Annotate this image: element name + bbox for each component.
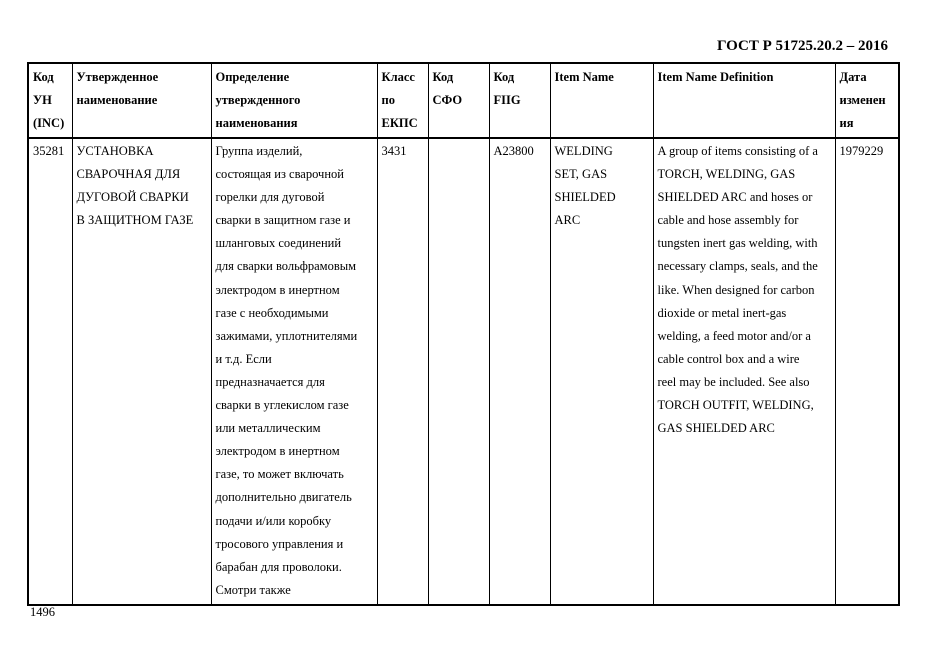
cell-text-line: TORCH, WELDING, GAS [657,167,796,182]
cell-text-line: SHIELDED ARC and hoses or [657,190,813,205]
cell-text-line: cable and hose assembly for [657,213,799,228]
cell-text-line: 3431 [381,144,407,158]
cell-text-line: necessary clamps, seals, and the [657,259,818,274]
cell-text-line: шланговых соединений [215,236,342,251]
cell-text-line: для сварки вольфрамовым [215,259,357,274]
cell-text-line: like. When designed for carbon [657,282,815,297]
cell-text-line: A23800 [493,144,534,158]
cell-text-line: 1979229 [839,144,884,158]
cell-text-line: наименование [76,93,158,107]
table-row [28,138,899,605]
cell-text-line: сварки в углекислом газе [215,398,349,413]
cell-text-line: сварки в защитном газе и [215,213,351,228]
cell-approved-name [72,138,211,605]
cell-text-line: ARC [554,213,581,228]
cell-text-line: Группа изделий, [215,144,303,158]
column-header-definition-ru [211,63,377,138]
cell-text-line: В ЗАЩИТНОМ ГАЗЕ [76,213,194,228]
column-header-approved-name [72,63,211,138]
cell-text-line: ДУГОВОЙ СВАРКИ [76,190,189,205]
column-header-inc [28,63,72,138]
cell-text-line: SET, GAS [554,167,608,182]
cell-text-line: по [381,93,395,107]
cell-fiig [489,138,550,605]
cell-text-line: GAS SHIELDED ARC [657,421,775,436]
cell-text-line: газе с необходимыми [215,305,329,320]
column-header-fiig [489,63,550,138]
cell-text-line: Код [432,70,454,84]
cell-class [377,138,428,605]
document-header-title: ГОСТ Р 51725.20.2 – 2016 [716,38,888,54]
cell-definition-ru [211,138,377,605]
cell-text-line: dioxide or metal inert-gas [657,305,787,320]
column-header-item-name [550,63,653,138]
cell-text-line: или металлическим [215,421,321,436]
cell-text-line: СФО [432,93,463,107]
cell-text-line: изменен [839,93,886,107]
cell-text-line: ЕКПС [381,116,418,130]
cell-text-line: FIIG [493,93,521,107]
cell-text-line: газе, то может включать [215,467,344,482]
cell-text-line: Код [493,70,515,84]
cell-text-line: и т.д. Если [215,351,272,366]
cell-text-line: welding, a feed motor and/or a [657,328,811,343]
cell-text-line: Определение [215,70,290,84]
cell-text-line: УСТАНОВКА [76,144,154,158]
cell-text-line: 35281 [33,144,65,158]
column-header-sfo [428,63,489,138]
cell-text-line: тросового управления и [215,536,344,551]
table-header-row [28,63,899,138]
catalog-table [27,62,900,606]
cell-text-line: Item Name [554,70,614,84]
cell-text-line: УН [33,93,52,107]
cell-text-line: cable control box and a wire [657,351,800,366]
cell-text-line: СВАРОЧНАЯ ДЛЯ [76,167,181,182]
page-number: 1496 [30,605,55,619]
cell-text-line: горелки для дуговой [215,190,325,205]
cell-text-line: электродом в инертном [215,282,340,297]
cell-sfo [428,138,489,605]
cell-text-line: состоящая из сварочной [215,167,344,182]
column-header-class [377,63,428,138]
cell-text-line: подачи и/или коробку [215,513,332,528]
column-header-item-name-definition [653,63,835,138]
cell-item-name [550,138,653,605]
cell-text-line: электродом в инертном [215,444,340,459]
cell-text-line: предназначается для [215,374,325,389]
column-header-date [835,63,899,138]
cell-text-line: ия [839,116,854,130]
cell-text-line: (INC) [33,116,65,130]
cell-text-line: WELDING [554,144,613,158]
cell-text-line: Item Name Definition [657,70,774,84]
cell-text-line: наименования [215,116,298,130]
cell-text-line: tungsten inert gas welding, with [657,236,818,251]
cell-inc [28,138,72,605]
cell-definition-en [653,138,835,605]
cell-text-line: SHIELDED [554,190,616,205]
cell-date [835,138,899,605]
cell-text-line: утвержденного [215,93,301,107]
cell-text-line: TORCH OUTFIT, WELDING, [657,398,814,413]
cell-text-line: Утвержденное [76,70,159,84]
cell-text-line: A group of items consisting of a [657,144,818,158]
cell-text-line: reel may be included. See also [657,374,810,389]
cell-text-line: Класс [381,70,415,84]
cell-text-line: зажимами, уплотнителями [215,328,358,343]
cell-text-line: Код [33,70,54,84]
cell-text-line: барабан для проволоки. [215,559,342,574]
cell-text-line: Смотри также [215,582,291,597]
cell-text-line: Дата [839,70,867,84]
cell-text-line: дополнительно двигатель [215,490,352,505]
